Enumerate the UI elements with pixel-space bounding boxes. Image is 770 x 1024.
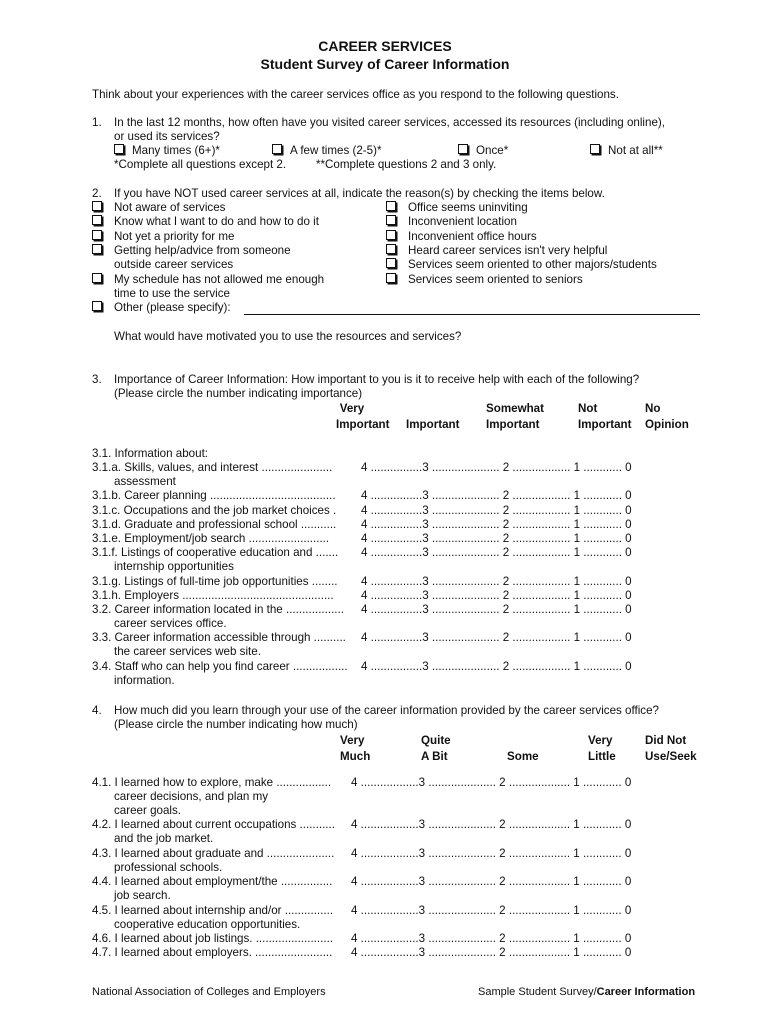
checkbox-icon[interactable]: [386, 273, 396, 283]
checkbox-icon[interactable]: [92, 215, 102, 225]
q4-scale-quite-a: Quite: [421, 734, 451, 747]
rating-item-label-cont: job search.: [114, 889, 171, 903]
q2-reason-hours[interactable]: [386, 230, 404, 243]
q4-scale-very-much-a: Very: [340, 734, 365, 747]
rating-scale-numbers[interactable]: 4 ..................3 ..................... 2 ................... 1 ............ 0: [351, 776, 632, 789]
rating-scale-numbers[interactable]: 4 ..................3 ..................... 2 ................... 1 ............ 0: [351, 875, 632, 889]
rating-scale-numbers[interactable]: 4 ..................3 ..................... 2 ................... 1 ............ 0: [351, 846, 632, 860]
rating-item-label-cont: assessment: [114, 475, 176, 488]
intro-text: Think about your experiences with the career services office as you respond to the following questions.: [92, 88, 619, 101]
rating-scale-numbers[interactable]: 4 ................3 ..................... 2 .................. 1 ............ 0: [361, 603, 632, 616]
q2-reason-schedule[interactable]: [92, 273, 110, 286]
rating-scale-numbers[interactable]: 4 ..................3 ..................... 2 ................... 1 ............ 0: [351, 946, 632, 960]
rating-scale-numbers[interactable]: 4 ................3 ..................... 2 .................. 1 ............ 0: [361, 574, 632, 588]
rating-scale-numbers[interactable]: 4 ................3 ..................... 2 .................. 1 ............ 0: [361, 532, 632, 545]
rating-scale-numbers[interactable]: 4 ..................3 ..................... 2 ................... 1 ............ 0: [351, 818, 632, 832]
rating-item-label: 3.1.g. Listings of full-time job opportunities ........: [92, 574, 338, 588]
q3-scale-no-opinion-a: No: [645, 402, 661, 415]
checkbox-icon[interactable]: [590, 144, 600, 154]
rating-scale-numbers[interactable]: 4 ................3 ..................... 2 .................. 1 ............ 0: [361, 503, 632, 517]
q4-scale-very-little-b: Little: [588, 750, 616, 763]
q4-scale-very-much-b: Much: [340, 750, 371, 763]
checkbox-icon[interactable]: [386, 230, 396, 240]
checkbox-icon[interactable]: [458, 144, 468, 154]
q1-text-line1: In the last 12 months, how often have you visited career services, accessed its resources (including online),: [114, 116, 665, 129]
q2-reason-label: Office seems uninviting: [408, 201, 528, 214]
q3-info-about-label: 3.1. Information about:: [92, 447, 209, 460]
rating-item-label-cont: cooperative education opportunities.: [114, 917, 301, 931]
q2-reason-label: Inconvenient location: [408, 215, 517, 228]
rating-scale-numbers[interactable]: 4 ..................3 ..................... 2 ................... 1 ............ 0: [351, 932, 632, 945]
q4-number: 4.: [92, 704, 102, 717]
rating-scale-numbers[interactable]: 4 ................3 ..................... 2 .................. 1 ............ 0: [361, 631, 632, 645]
q2-other-specify-field[interactable]: [244, 314, 700, 315]
checkbox-icon[interactable]: [386, 201, 396, 211]
rating-item-label: 4.1. I learned how to explore, make .................: [92, 776, 332, 789]
rating-scale-numbers[interactable]: 4 ................3 ..................... 2 .................. 1 ............ 0: [361, 588, 632, 602]
rating-item-label: 3.1.b. Career planning .......................................: [92, 489, 336, 503]
q2-reason-not-aware[interactable]: [92, 201, 110, 214]
footer-doc-title: [478, 985, 695, 999]
q2-reason-not-priority[interactable]: [92, 230, 110, 243]
rating-item-label: 3.1.e. Employment/job search .........................: [92, 532, 330, 545]
rating-item-label-cont: career services office.: [114, 617, 227, 630]
rating-item-label: 4.4. I learned about employment/the ................: [92, 875, 333, 889]
rating-item-label-cont: the career services web site.: [114, 645, 261, 659]
rating-scale-numbers[interactable]: 4 ..................3 ..................... 2 ................... 1 ............ 0: [351, 903, 632, 917]
q2-reason-location[interactable]: [386, 215, 404, 228]
q2-motivated-question: What would have motivated you to use the resources and services?: [114, 330, 462, 343]
q3-scale-important: Important: [406, 418, 460, 431]
rating-item-label-cont: information.: [114, 673, 175, 687]
q4-scale-did-not-b: Use/Seek: [645, 750, 697, 763]
rating-item-label: 3.1.c. Occupations and the job market choices .: [92, 503, 337, 517]
rating-item-label: 3.1.h. Employers ...............................................: [92, 588, 334, 602]
rating-item-label: 4.3. I learned about graduate and .....................: [92, 846, 335, 860]
q2-reason-other-majors[interactable]: [386, 258, 404, 271]
checkbox-icon[interactable]: [114, 144, 124, 154]
rating-item-label: 3.2. Career information located in the ..................: [92, 603, 344, 616]
q3-scale-no-opinion-b: Opinion: [645, 418, 689, 431]
q2-reason-label: Services seem oriented to other majors/students: [408, 258, 657, 271]
rating-item-label: 3.3. Career information accessible through ..........: [92, 631, 346, 645]
q1-option-not-at-all[interactable]: Not at all**: [590, 144, 663, 157]
rating-item-label: 4.6. I learned about job listings. ........................: [92, 932, 334, 945]
rating-item-label: 4.5. I learned about internship and/or ...............: [92, 903, 334, 917]
q2-reason-label: Getting help/advice from someone: [114, 244, 291, 257]
rating-item-label: 3.1.f. Listings of cooperative education and .......: [92, 546, 339, 560]
q4-scale-very-little-a: Very: [588, 734, 613, 747]
rating-scale-numbers[interactable]: 4 ................3 ..................... 2 .................. 1 ............ 0: [361, 489, 632, 503]
q2-reason-uninviting[interactable]: [386, 201, 404, 214]
q2-reason-seniors[interactable]: [386, 273, 404, 286]
q1-note-complete-2-3: **Complete questions 2 and 3 only.: [316, 158, 497, 171]
q4-text-line1: How much did you learn through your use of the career information provided by the career services office?: [114, 704, 659, 717]
rating-item-label: 3.4. Staff who can help you find career .................: [92, 659, 348, 673]
q2-text: If you have NOT used career services at all, indicate the reason(s) by checking the items below.: [114, 187, 605, 200]
rating-item-label: 3.1.d. Graduate and professional school ...........: [92, 517, 337, 531]
rating-item-label: 4.2. I learned about current occupations ...........: [92, 818, 335, 832]
q1-number: 1.: [92, 116, 102, 129]
q4-scale-did-not-a: Did Not: [645, 734, 687, 747]
rating-item-label-cont: internship opportunities: [114, 560, 234, 574]
q2-other-label: Other (please specify):: [114, 301, 231, 314]
rating-scale-numbers[interactable]: 4 ................3 ..................... 2 .................. 1 ............ 0: [361, 546, 632, 560]
q2-reason-know-what[interactable]: [92, 215, 110, 228]
q2-reason-not-helpful[interactable]: [386, 244, 404, 257]
checkbox-icon[interactable]: [386, 244, 396, 254]
checkbox-icon[interactable]: [92, 201, 102, 211]
q2-reason-label: Heard career services isn't very helpful: [408, 244, 608, 257]
rating-scale-numbers[interactable]: 4 ................3 ..................... 2 .................. 1 ............ 0: [361, 461, 632, 474]
footer-doc-title-bold: Career Information: [596, 986, 696, 998]
q4-scale-some: Some: [507, 750, 539, 763]
q1-option-few-times[interactable]: A few times (2-5)*: [272, 144, 382, 157]
checkbox-icon[interactable]: [92, 244, 102, 254]
q2-reason-label: Not aware of services: [114, 201, 226, 214]
survey-title: CAREER SERVICES: [318, 38, 452, 54]
q2-reason-label: Know what I want to do and how to do it: [114, 215, 319, 228]
q3-scale-very-important-b: Important: [336, 418, 390, 431]
survey-subtitle: Student Survey of Career Information: [260, 56, 510, 72]
checkbox-icon[interactable]: [272, 144, 282, 154]
q3-scale-not-a: Not: [578, 402, 598, 415]
q2-reason-getting-help[interactable]: [92, 244, 110, 257]
rating-item-label: 3.1.a. Skills, values, and interest ......................: [92, 461, 333, 474]
rating-item-label-cont: career decisions, and plan my: [114, 790, 269, 803]
q3-scale-somewhat-a: Somewhat: [486, 402, 544, 415]
rating-item-label-cont: professional schools.: [114, 860, 223, 874]
q3-number: 3.: [92, 373, 102, 386]
rating-scale-numbers[interactable]: 4 ................3 ..................... 2 .................. 1 ............ 0: [361, 517, 632, 531]
q2-reason-other[interactable]: [92, 301, 110, 314]
q3-scale-not-b: Important: [578, 418, 632, 431]
rating-item-label-cont: and the job market.: [114, 832, 214, 846]
q4-text-line2: (Please circle the number indicating how much): [114, 718, 358, 731]
q3-text-line2: (Please circle the number indicating importance): [114, 387, 363, 400]
checkbox-icon[interactable]: [386, 215, 396, 225]
q2-reason-label: Inconvenient office hours: [408, 230, 537, 243]
q3-text-line1: Importance of Career Information: How important to you is it to receive help with each of the following?: [114, 373, 640, 386]
q1-text-line2: or used its services?: [114, 130, 220, 143]
checkbox-icon[interactable]: [92, 230, 102, 240]
q2-reason-label-cont: time to use the service: [114, 287, 230, 300]
q3-scale-very-important-a: Very: [339, 402, 365, 415]
checkbox-icon[interactable]: [92, 273, 102, 283]
q2-reason-label: Not yet a priority for me: [114, 230, 235, 243]
q2-number: 2.: [92, 187, 102, 200]
rating-scale-numbers[interactable]: 4 ................3 ..................... 2 .................. 1 ............ 0: [361, 659, 632, 673]
rating-item-label: 4.7. I learned about employers. ........................: [92, 946, 333, 960]
rating-item-label-cont: career goals.: [114, 804, 182, 817]
footer-doc-title-plain: Sample Student Survey/: [478, 986, 597, 998]
q2-reason-label-cont: outside career services: [114, 258, 234, 271]
q3-scale-somewhat-b: Important: [486, 418, 540, 431]
checkbox-icon[interactable]: [386, 258, 396, 268]
q2-reason-label: Services seem oriented to seniors: [408, 273, 583, 286]
q1-note-complete-all: *Complete all questions except 2.: [114, 158, 287, 171]
q4-scale-quite-b: A Bit: [421, 750, 448, 763]
q1-option-once[interactable]: Once*: [458, 144, 508, 157]
checkbox-icon[interactable]: [92, 301, 102, 311]
footer-organization: National Association of Colleges and Employers: [92, 986, 326, 998]
q2-reason-label: My schedule has not allowed me enough: [114, 273, 325, 286]
q1-option-many-times[interactable]: Many times (6+)*: [114, 144, 220, 158]
